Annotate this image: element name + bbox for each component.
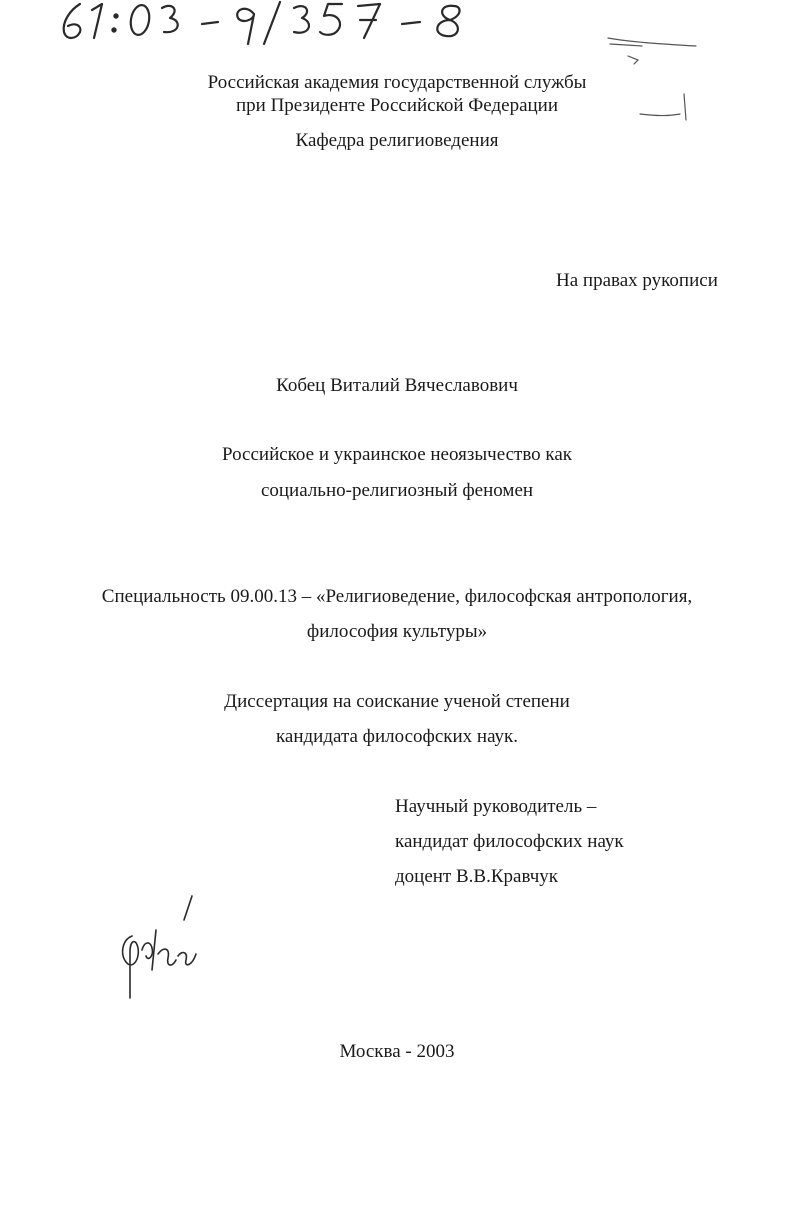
thesis-title-line-2: социально-религиозный феномен: [260, 480, 534, 501]
specialty-line-2: философия культуры»: [306, 621, 488, 642]
rights-note: На правах рукописи: [556, 270, 718, 291]
handwritten-signature: [112, 890, 212, 1008]
thesis-title-line-1: Российское и украинское неоязычество как: [221, 444, 573, 465]
advisor-line-3: доцент В.В.Кравчук: [395, 866, 558, 887]
institution-line-2: при Президенте Российской Федерации: [235, 95, 559, 116]
author-name: Кобец Виталий Вячеславович: [276, 375, 518, 396]
degree-line-2: кандидата философских наук.: [275, 726, 519, 747]
department-name: Кафедра религиоведения: [295, 130, 499, 151]
advisor-line-1: Научный руководитель –: [395, 796, 597, 817]
handwritten-archive-code: [58, 0, 488, 46]
institution-line-1: Российская академия государственной службы: [207, 72, 587, 93]
degree-line-1: Диссертация на соискание ученой степени: [224, 691, 570, 712]
advisor-line-2: кандидат философских наук: [395, 831, 624, 852]
city-year: Москва - 2003: [339, 1041, 455, 1062]
specialty-line-1: Специальность 09.00.13 – «Религиоведение, философская антропология,: [101, 586, 693, 607]
